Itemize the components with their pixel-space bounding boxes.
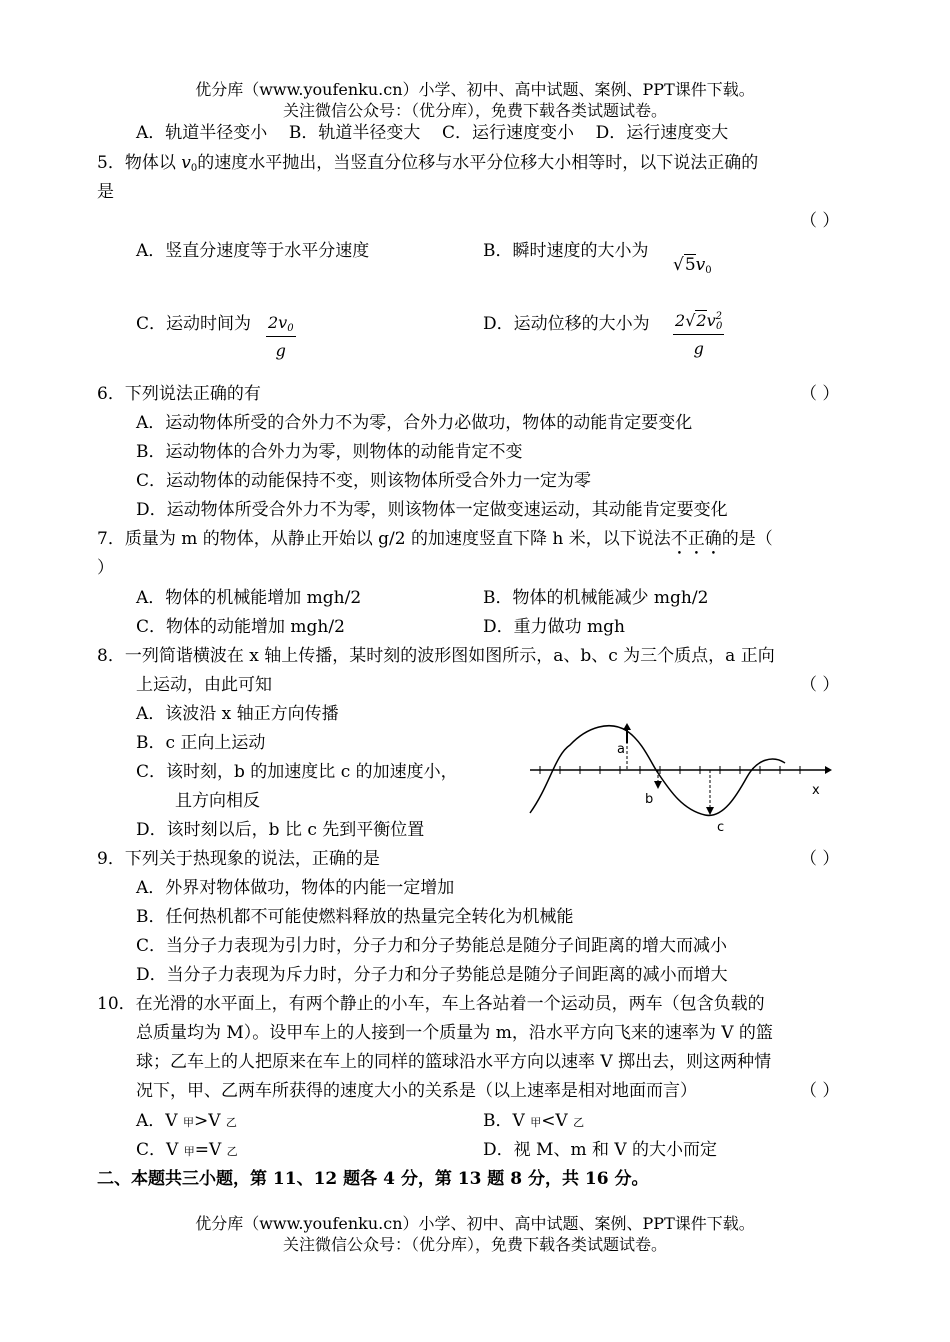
q8-option-d: D．该时刻以后，b 比 c 先到平衡位置 xyxy=(136,820,425,840)
q5-option-d: D．运动位移的大小为 xyxy=(483,314,650,334)
q4-options: A．轨道半径变小 B．轨道半径变大 C．运行速度变小 D．运行速度变大 xyxy=(136,123,729,143)
q6-stem: 6．下列说法正确的有 xyxy=(97,384,261,404)
q6-option-b: B．运动物体的合外力为零，则物体的动能肯定不变 xyxy=(136,442,523,462)
x-axis-arrow-icon xyxy=(825,766,832,774)
point-c-arrowhead-icon xyxy=(706,807,714,815)
q10-answer-paren: （ ） xyxy=(800,1081,840,1101)
q10-option-a: A．V 甲>V 乙 xyxy=(136,1111,237,1131)
q8-stem-cont: 上运动，由此可知 xyxy=(136,675,272,695)
q10-option-d: D．视 M、m 和 V 的大小而定 xyxy=(483,1140,718,1160)
q8-answer-paren: （ ） xyxy=(800,675,840,695)
q8-option-a: A．该波沿 x 轴正方向传播 xyxy=(136,704,339,724)
q9-option-a: A．外界对物体做功，物体的内能一定增加 xyxy=(136,878,455,898)
q5-option-c-fraction: $\frac{2v_0}{g}$ xyxy=(268,313,294,360)
point-a-arrowhead-icon xyxy=(623,723,631,730)
q6-option-d: D．运动物体所受合外力不为零，则该物体一定做变速运动，其动能肯定要变化 xyxy=(136,500,728,520)
q6-option-c: C．运动物体的动能保持不变，则该物体所受合外力一定为零 xyxy=(136,471,592,491)
q10-option-b: B．V 甲<V 乙 xyxy=(483,1111,585,1131)
q9-option-d: D．当分子力表现为斥力时，分子力和分子势能总是随分子间距离的减小而增大 xyxy=(136,965,728,985)
q5-stem-cont: 是 xyxy=(97,182,114,202)
header-line-2: 关注微信公众号：（优分库），免费下载各类试题试卷。 xyxy=(282,101,667,120)
label-b: b xyxy=(645,792,654,807)
q7-option-a: A．物体的机械能增加 mgh/2 xyxy=(136,588,362,608)
q5-stem: 5．物体以 $v_0$的速度水平抛出，当竖直分位移与水平分位移大小相等时，以下说法正确的 xyxy=(97,153,759,174)
q7-option-c: C．物体的动能增加 mgh/2 xyxy=(136,617,345,637)
q8-option-c-cont: 且方向相反 xyxy=(175,791,260,811)
q9-answer-paren: （ ） xyxy=(800,849,840,869)
q8-stem: 8．一列简谐横波在 x 轴上传播，某时刻的波形图如图所示，a、b、c 为三个质点，a 正向 xyxy=(97,646,775,666)
q9-stem: 9．下列关于热现象的说法，正确的是 xyxy=(97,849,380,869)
q6-answer-paren: （ ） xyxy=(800,384,840,404)
q5-option-a: A．竖直分速度等于水平分速度 xyxy=(136,241,370,261)
label-x: x xyxy=(812,783,820,798)
q10-stem-3: 球；乙车上的人把原来在车上的同样的篮球沿水平方向以速率 V 掷出去，则这两种情 xyxy=(136,1052,772,1072)
q7-stem-cont: ） xyxy=(97,558,114,578)
section-2-heading: 二、本题共三小题，第 11、12 题各 4 分，第 13 题 8 分，共 16 分。 xyxy=(97,1169,649,1189)
header-line-1: 优分库（www.youfenku.cn）小学、初中、高中试题、案例、PPT课件下载。 xyxy=(195,80,755,99)
q7-stem: 7．质量为 m 的物体，从静止开始以 g/2 的加速度竖直下降 h 米，以下说法不正确的是（ xyxy=(97,529,773,549)
q8-option-c: C．该时刻，b 的加速度比 c 的加速度小， xyxy=(136,762,458,782)
footer-line-1: 优分库（www.youfenku.cn）小学、初中、高中试题、案例、PPT课件下载。 xyxy=(195,1214,755,1233)
q9-option-b: B．任何热机都不可能使燃料释放的热量完全转化为机械能 xyxy=(136,907,574,927)
q8-option-b: B．c 正向上运动 xyxy=(136,733,266,753)
q5-option-c: C．运动时间为 xyxy=(136,314,252,334)
label-a: a xyxy=(617,742,625,757)
q10-stem-2: 总质量均为 M）。设甲车上的人接到一个质量为 m，沿水平方向飞来的速率为 V 的篮 xyxy=(136,1023,773,1043)
q5-option-b-expr: $√5v_0$ xyxy=(673,255,712,276)
footer-line-2: 关注微信公众号：（优分库），免费下载各类试题试卷。 xyxy=(282,1235,667,1254)
q5-option-d-fraction: $\frac{2√2v^2_0}{g}$ xyxy=(675,311,723,358)
wave-figure xyxy=(525,715,835,840)
label-c: c xyxy=(717,820,725,835)
q6-option-a: A．运动物体所受的合外力不为零，合外力必做功，物体的动能肯定要变化 xyxy=(136,413,693,433)
q5-answer-paren: （ ） xyxy=(800,211,840,231)
q10-stem-4: 况下，甲、乙两车所获得的速度大小的关系是（以上速率是相对地面而言） xyxy=(136,1081,697,1101)
q7-option-b: B．物体的机械能减少 mgh/2 xyxy=(483,588,709,608)
q5-option-b: B．瞬时速度的大小为 xyxy=(483,241,649,261)
point-b-arrowhead-icon xyxy=(654,781,662,789)
q9-option-c: C．当分子力表现为引力时，分子力和分子势能总是随分子间距离的增大而减小 xyxy=(136,936,728,956)
q7-option-d: D．重力做功 mgh xyxy=(483,617,625,637)
q10-option-c: C．V 甲=V 乙 xyxy=(136,1140,238,1160)
q10-stem-1: 10．在光滑的水平面上，有两个静止的小车，车上各站着一个运动员，两车（包含负载的 xyxy=(97,994,765,1014)
